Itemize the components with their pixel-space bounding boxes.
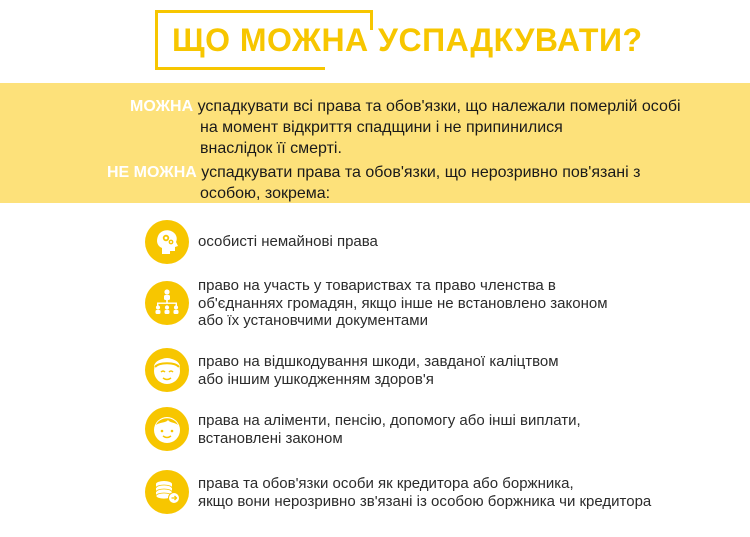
item-text: [198, 233, 718, 251]
item-text: [198, 353, 718, 388]
can-line: на момент відкриття спадщини і не припинилися: [200, 119, 563, 136]
item-line: або іншим ушкодженням здоров'я: [198, 370, 434, 388]
item-line: особисті немайнові права: [198, 233, 378, 250]
item-line: якщо вони нерозривно зв'язані із особою боржника чи кредитора: [198, 492, 652, 510]
item-text: [198, 277, 718, 330]
page-title: ЩО МОЖНА УСПАДКУВАТИ?: [172, 22, 643, 58]
cannot-inherit-paragraph: [107, 162, 707, 204]
child-face-icon: [145, 407, 189, 451]
item-line: встановлені законом: [198, 429, 343, 447]
item-line: об'єднаннях громадян, якщо інше не встановлено законом: [198, 294, 608, 312]
frame-line: [155, 10, 373, 13]
item-line: або їх установчими документами: [198, 312, 428, 329]
item-line: право на участь у товариствах та право членства в: [198, 277, 556, 294]
coins-stack-icon: [145, 470, 189, 514]
frame-line: [155, 67, 325, 70]
head-gears-icon: [145, 220, 189, 264]
can-keyword: МОЖНА: [130, 98, 194, 115]
cannot-line: особою, зокрема:: [200, 185, 331, 202]
item-text: [198, 475, 738, 510]
cannot-line: успадкувати права та обов'язки, що нерозривно пов'язані з: [196, 164, 641, 181]
item-line: права на аліменти, пенсію, допомогу або інші виплати,: [198, 412, 581, 429]
organization-people-icon: [145, 281, 189, 325]
cannot-keyword: НЕ МОЖНА: [107, 164, 197, 181]
item-line: право на відшкодування шкоди, завданої каліцтвом: [198, 353, 559, 370]
injured-face-icon: [145, 348, 189, 392]
can-inherit-paragraph: [130, 96, 720, 159]
frame-line: [155, 10, 158, 70]
can-line: успадкувати всі права та обов'язки, що належали померлій особі: [193, 98, 681, 115]
item-text: [198, 412, 718, 447]
item-line: права та обов'язки особи як кредитора або боржника,: [198, 475, 574, 492]
can-line: внаслідок її смерті.: [200, 140, 342, 157]
